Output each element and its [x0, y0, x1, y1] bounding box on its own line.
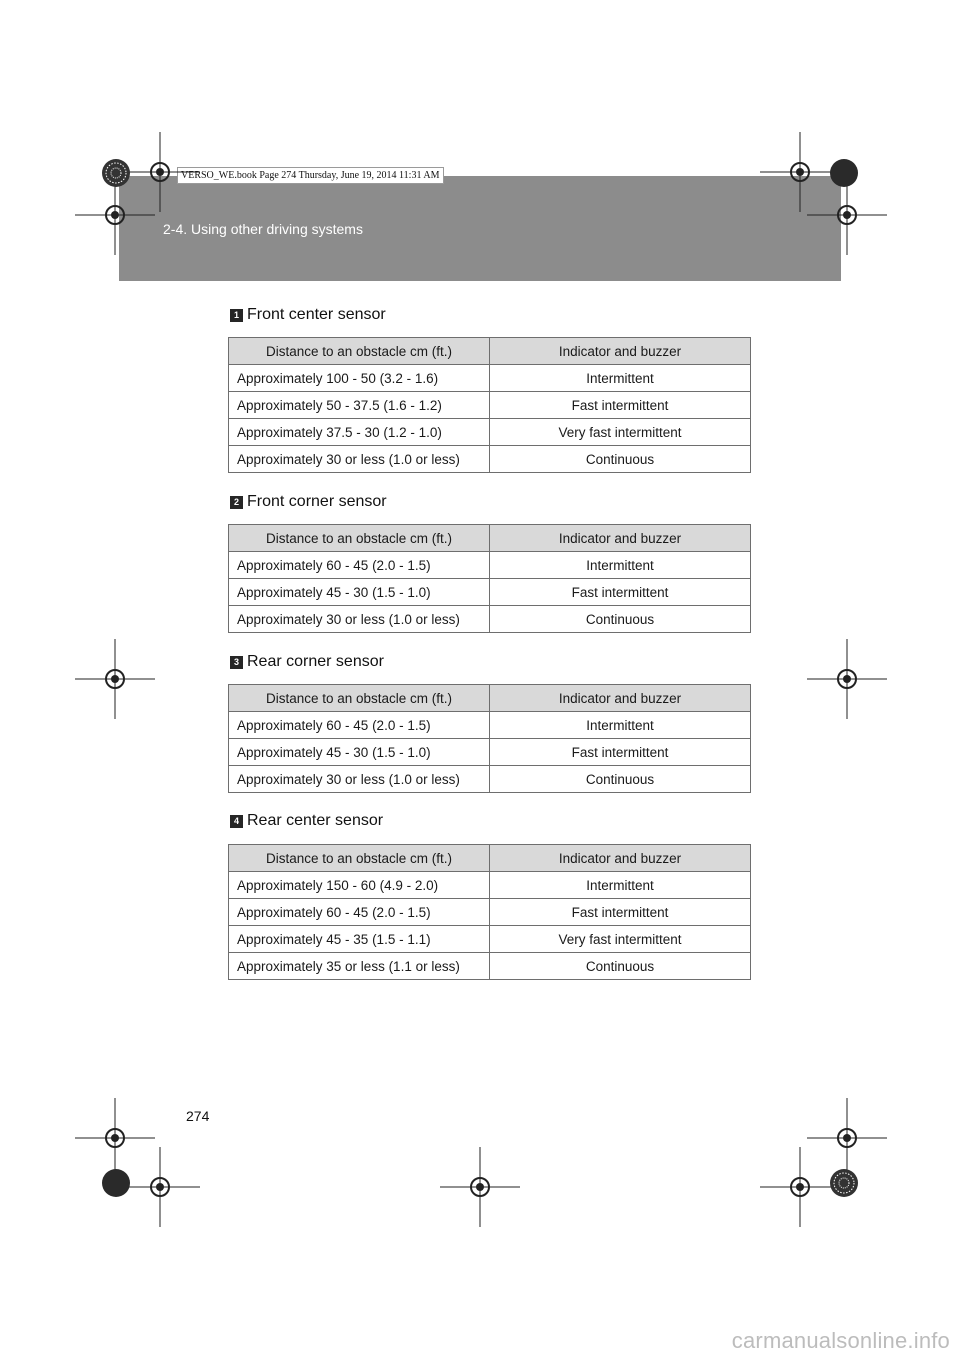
table-row — [229, 739, 751, 766]
indicator-cell: Intermittent — [490, 712, 751, 739]
distance-cell: Approximately 35 or less (1.1 or less) — [229, 953, 490, 980]
indicator-cell: Intermittent — [490, 872, 751, 899]
distance-column-header: Distance to an obstacle cm (ft.) — [229, 338, 490, 365]
sensor-heading-rear-corner — [230, 653, 384, 671]
registration-crosshair-icon — [760, 1147, 840, 1227]
table-header-row — [229, 685, 751, 712]
indicator-cell: Fast intermittent — [490, 739, 751, 766]
rear-center-sensor-table — [228, 844, 751, 980]
registration-crosshair-icon — [120, 1147, 200, 1227]
book-info-stamp: VERSO_WE.book Page 274 Thursday, June 19, 2014 11:31 AM — [177, 167, 444, 184]
table-row — [229, 712, 751, 739]
page-number: 274 — [186, 1108, 210, 1124]
solid-dial-icon — [829, 158, 859, 188]
indicator-column-header: Indicator and buzzer — [490, 525, 751, 552]
number-badge: 3 — [230, 656, 243, 669]
sensor-heading-text: Rear corner sensor — [247, 653, 384, 670]
starburst-dial-icon — [101, 158, 131, 188]
distance-cell: Approximately 50 - 37.5 (1.6 - 1.2) — [229, 392, 490, 419]
indicator-column-header: Indicator and buzzer — [490, 338, 751, 365]
section-title: 2-4. Using other driving systems — [163, 221, 363, 237]
indicator-cell: Very fast intermittent — [490, 926, 751, 953]
table-row — [229, 392, 751, 419]
indicator-cell: Continuous — [490, 606, 751, 633]
table-row — [229, 872, 751, 899]
table-row — [229, 606, 751, 633]
table-row — [229, 953, 751, 980]
number-badge: 1 — [230, 309, 243, 322]
indicator-cell: Fast intermittent — [490, 579, 751, 606]
indicator-cell: Intermittent — [490, 552, 751, 579]
registration-crosshair-icon — [120, 132, 200, 212]
front-center-sensor-table — [228, 337, 751, 473]
indicator-cell: Very fast intermittent — [490, 419, 751, 446]
distance-cell: Approximately 60 - 45 (2.0 - 1.5) — [229, 899, 490, 926]
distance-cell: Approximately 150 - 60 (4.9 - 2.0) — [229, 872, 490, 899]
indicator-cell: Continuous — [490, 766, 751, 793]
sensor-heading-text: Front center sensor — [247, 306, 386, 323]
distance-cell: Approximately 45 - 30 (1.5 - 1.0) — [229, 739, 490, 766]
distance-column-header: Distance to an obstacle cm (ft.) — [229, 845, 490, 872]
distance-cell: Approximately 37.5 - 30 (1.2 - 1.0) — [229, 419, 490, 446]
distance-cell: Approximately 100 - 50 (3.2 - 1.6) — [229, 365, 490, 392]
table-header-row — [229, 525, 751, 552]
distance-cell: Approximately 60 - 45 (2.0 - 1.5) — [229, 552, 490, 579]
front-corner-sensor-table — [228, 524, 751, 633]
distance-cell: Approximately 60 - 45 (2.0 - 1.5) — [229, 712, 490, 739]
indicator-cell: Continuous — [490, 953, 751, 980]
solid-dial-icon — [101, 1168, 131, 1198]
footer-watermark: carmanualsonline.info — [731, 1328, 950, 1353]
table-row — [229, 926, 751, 953]
distance-column-header: Distance to an obstacle cm (ft.) — [229, 525, 490, 552]
indicator-cell: Fast intermittent — [490, 392, 751, 419]
indicator-cell: Fast intermittent — [490, 899, 751, 926]
distance-column-header: Distance to an obstacle cm (ft.) — [229, 685, 490, 712]
registration-crosshair-icon — [760, 132, 840, 212]
table-row — [229, 899, 751, 926]
sensor-heading-text: Rear center sensor — [247, 812, 384, 829]
table-row — [229, 446, 751, 473]
distance-cell: Approximately 30 or less (1.0 or less) — [229, 446, 490, 473]
number-badge: 2 — [230, 496, 243, 509]
table-row — [229, 419, 751, 446]
table-header-row — [229, 338, 751, 365]
indicator-column-header: Indicator and buzzer — [490, 685, 751, 712]
distance-cell: Approximately 30 or less (1.0 or less) — [229, 606, 490, 633]
indicator-column-header: Indicator and buzzer — [490, 845, 751, 872]
registration-crosshair-icon — [807, 639, 887, 719]
sensor-heading-text: Front corner sensor — [247, 493, 387, 510]
registration-crosshair-icon — [75, 639, 155, 719]
table-row — [229, 365, 751, 392]
table-row — [229, 579, 751, 606]
indicator-cell: Continuous — [490, 446, 751, 473]
registration-crosshair-icon — [440, 1147, 520, 1227]
sensor-heading-front-corner — [230, 493, 387, 511]
distance-cell: Approximately 45 - 35 (1.5 - 1.1) — [229, 926, 490, 953]
distance-cell: Approximately 30 or less (1.0 or less) — [229, 766, 490, 793]
indicator-cell: Intermittent — [490, 365, 751, 392]
table-row — [229, 766, 751, 793]
table-header-row — [229, 845, 751, 872]
rear-corner-sensor-table — [228, 684, 751, 793]
starburst-dial-icon — [829, 1168, 859, 1198]
table-row — [229, 552, 751, 579]
distance-cell: Approximately 45 - 30 (1.5 - 1.0) — [229, 579, 490, 606]
sensor-heading-front-center — [230, 306, 386, 324]
number-badge: 4 — [230, 815, 243, 828]
sensor-heading-rear-center — [230, 812, 383, 830]
